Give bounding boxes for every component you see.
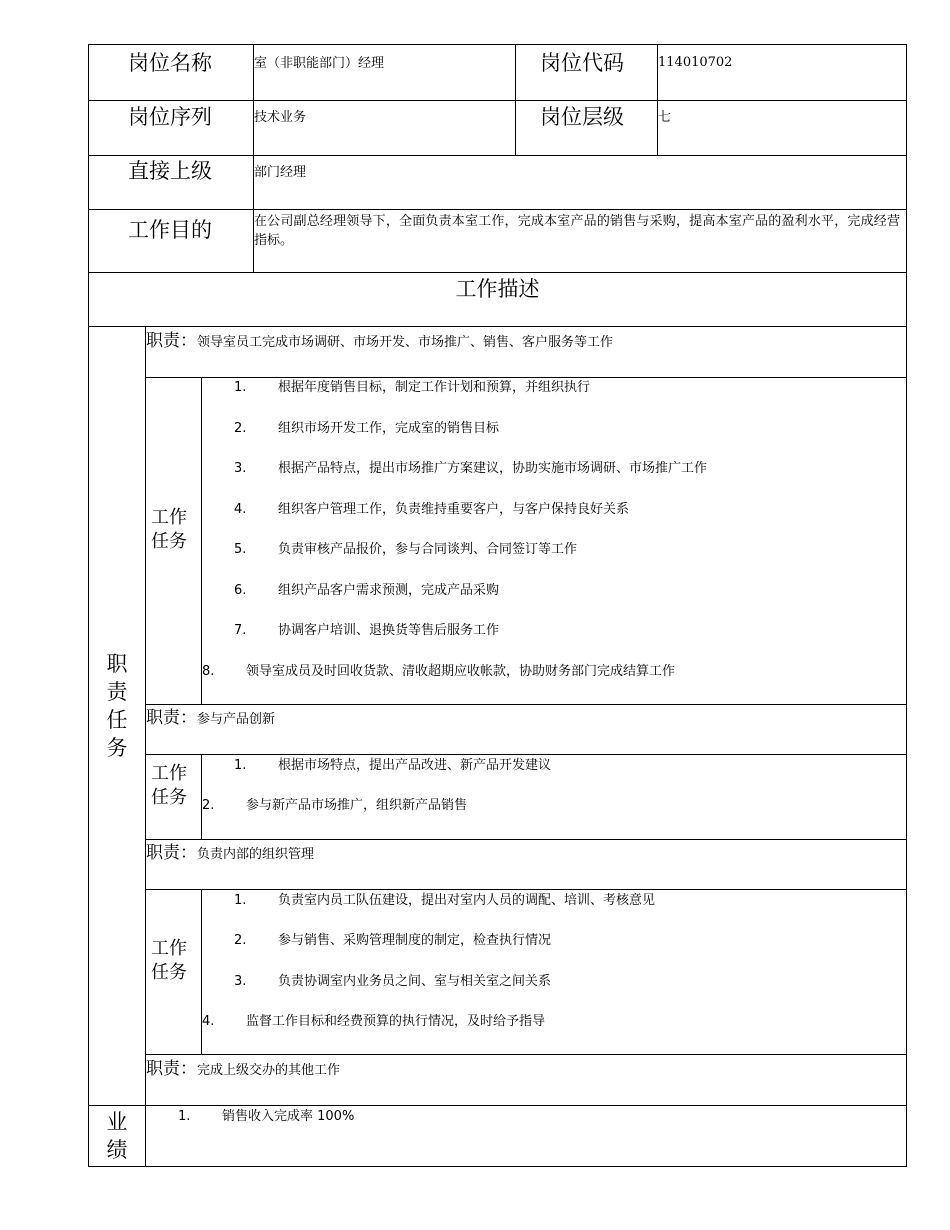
position-code-label: 岗位代码 [540,51,624,75]
duty-1 [146,332,613,352]
task-item: 3. 根据产品特点，提出市场推广方案建议，协助实施市场调研、市场推广工作 [234,461,708,476]
task-item: 6. 组织产品客户需求预测，完成产品采购 [234,583,500,598]
level-label: 岗位层级 [540,105,624,129]
task-item: 5. 负责审核产品报价，参与合同谈判、合同签订等工作 [234,542,578,557]
sequence-value: 技术业务 [254,110,307,125]
duty-prefix: 职责： [146,708,197,728]
task-item: 1. 根据年度销售目标，制定工作计划和预算，并组织执行 [234,380,591,395]
superior-label: 直接上级 [128,159,212,183]
task-item: 1. 负责室内员工队伍建设，提出对室内人员的调配、培训、考核意见 [234,893,656,908]
duties-section-label: 职 责 任 务 [106,652,128,760]
duty-2 [146,709,275,729]
sequence-label: 岗位序列 [128,105,212,129]
duty-prefix: 职责： [146,1059,197,1079]
performance-section-label: 业 绩 [106,1110,128,1162]
duty-prefix: 职责： [146,331,197,351]
duty-text: 参与产品创新 [197,712,276,727]
position-code-value: 114010702 [658,55,733,70]
task-item: 4. 组织客户管理工作，负责维持重要客户，与客户保持良好关系 [234,502,630,517]
task-item: 2. 组织市场开发工作，完成室的销售目标 [234,421,500,436]
description-title: 工作描述 [455,277,540,301]
level-value: 七 [658,110,672,125]
task-item: 2. 参与新产品市场推广，组织新产品销售 [202,798,468,813]
duty-text: 负责内部的组织管理 [197,847,315,862]
position-name-label: 岗位名称 [128,51,212,75]
task-item: 3. 负责协调室内业务员之间、室与相关室之间关系 [234,974,552,989]
duty-text: 完成上级交办的其他工作 [197,1063,341,1078]
task-item: 7. 协调客户培训、退换货等售后服务工作 [234,623,500,638]
task-label: 工作 任务 [151,938,187,983]
task-label: 工作 任务 [151,507,187,552]
task-item: 4. 监督工作目标和经费预算的执行情况，及时给予指导 [202,1014,546,1029]
performance-item: 1. 销售收入完成率 100% [178,1109,355,1124]
task-item: 1. 根据市场特点，提出产品改进、新产品开发建议 [234,758,552,773]
task-label: 工作 任务 [151,763,187,808]
position-name-value: 室（非职能部门）经理 [254,56,385,71]
task-item: 2. 参与销售、采购管理制度的制定，检查执行情况 [234,933,552,948]
purpose-value: 在公司副总经理领导下，全面负责本室工作，完成本室产品的销售与采购，提高本室产品的盈利水平，完成经营指标。 [254,214,900,248]
duty-text: 领导室员工完成市场调研、市场开发、市场推广、销售、客户服务等工作 [197,335,614,350]
duty-4 [146,1060,340,1080]
purpose-label: 工作目的 [128,218,212,242]
duty-3 [146,844,314,864]
duty-prefix: 职责： [146,843,197,863]
task-item: 8. 领导室成员及时回收货款、清收超期应收帐款，协助财务部门完成结算工作 [202,664,676,679]
superior-value: 部门经理 [254,165,307,180]
